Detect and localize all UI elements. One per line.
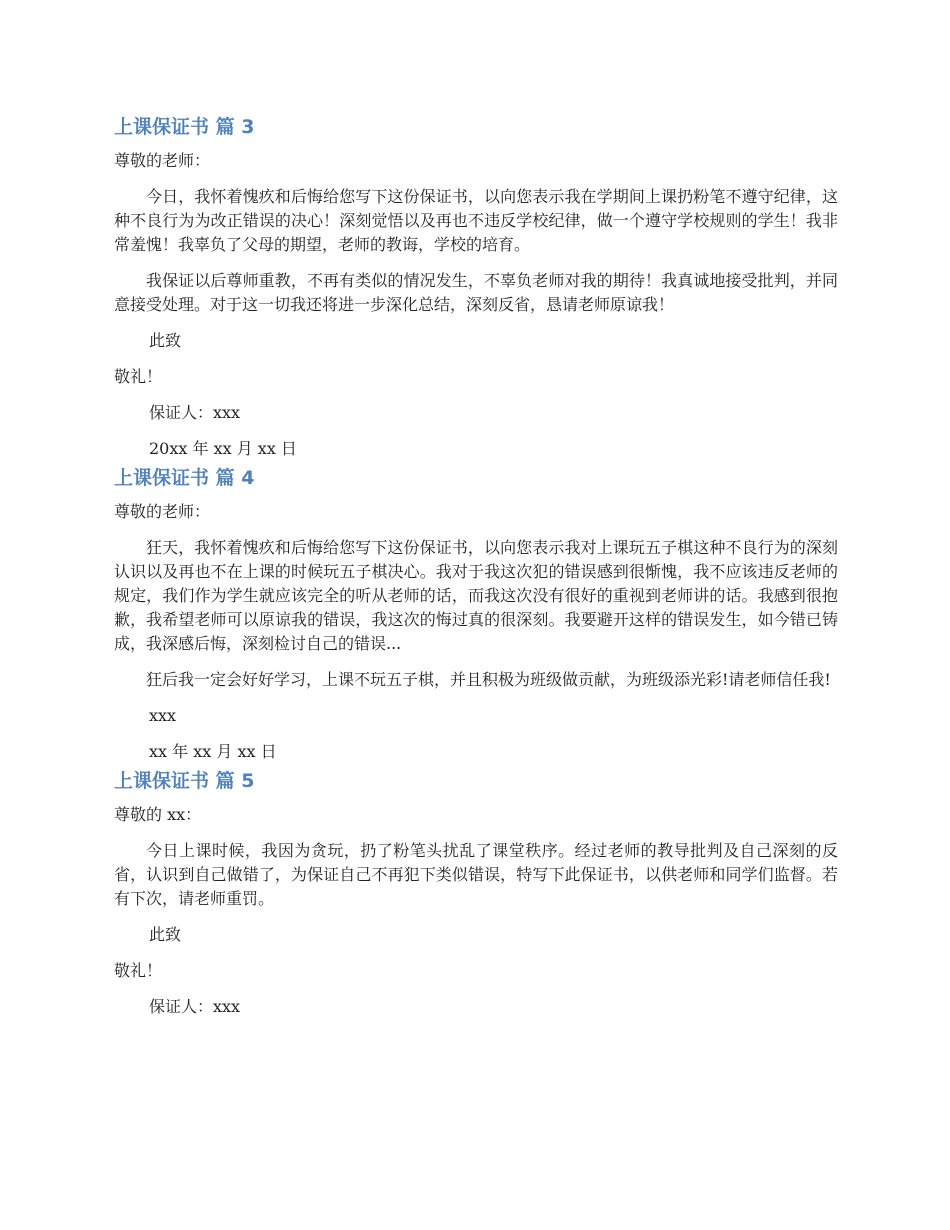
signer: xxx: [149, 706, 177, 725]
body-paragraph: 狂后我一定会好好学习，上课不玩五子棋，并且积极为班级做贡献，为班级添光彩!请老师信任我!: [146, 670, 831, 689]
salutation: 尊敬的老师：: [114, 151, 211, 170]
date: 20xx 年 xx 月 xx 日: [149, 439, 297, 458]
salutation: 尊敬的老师：: [114, 502, 211, 521]
body-paragraph: 我保证以后尊师重教，不再有类似的情况发生，不辜负老师对我的期待！我真诚地接受批判，并同意接受处理。对于这一切我还将进一步深化总结，深刻反省，恳请老师原谅我！: [114, 271, 838, 314]
body-paragraph: 今日上课时候，我因为贪玩，扔了粉笔头扰乱了课堂秩序。经过老师的教导批判及自己深刻的反省，认识到自己做错了，为保证自己不再犯下类似错误，特写下此保证书，以供老师和同学们监督。若有下次，请老师重罚。: [114, 841, 838, 908]
date: xx 年 xx 月 xx 日: [149, 742, 277, 761]
section-title: 上课保证书 篇 3: [114, 116, 255, 138]
section-4: [114, 461, 838, 764]
section-3: [114, 110, 838, 461]
document-page: [114, 110, 838, 1019]
section-5: [114, 764, 838, 1019]
closing-line: 此致: [149, 331, 182, 350]
closing-salute: 敬礼！: [114, 367, 163, 386]
section-title: 上课保证书 篇 5: [114, 770, 255, 792]
salutation: 尊敬的 xx：: [114, 805, 202, 824]
signer: 保证人：xxx: [149, 997, 241, 1016]
body-paragraph: 狂天，我怀着愧疚和后悔给您写下这份保证书，以向您表示我对上课玩五子棋这种不良行为的深刻认识以及再也不在上课的时候玩五子棋决心。我对于我这次犯的错误感到很惭愧，我不应该违反老师的规定，我们作为学生就应该完全的听从老师的话，而我这次没有很好的重视到老师讲的话。我感到很抱歉，我希望老师可以原谅我的错误，我这次的悔过真的很深刻。我要避开这样的错误发生，如今错已铸成，我深感后悔，深刻检讨自己的错误...: [114, 538, 838, 653]
closing-salute: 敬礼！: [114, 961, 163, 980]
closing-line: 此致: [149, 925, 182, 944]
body-paragraph: 今日，我怀着愧疚和后悔给您写下这份保证书，以向您表示我在学期间上课扔粉笔不遵守纪律，这种不良行为为改正错误的决心！深刻觉悟以及再也不违反学校纪律，做一个遵守学校规则的学生！我非常羞愧！我辜负了父母的期望，老师的教诲，学校的培育。: [114, 187, 838, 254]
signer: 保证人：xxx: [149, 403, 241, 422]
section-title: 上课保证书 篇 4: [114, 467, 255, 489]
